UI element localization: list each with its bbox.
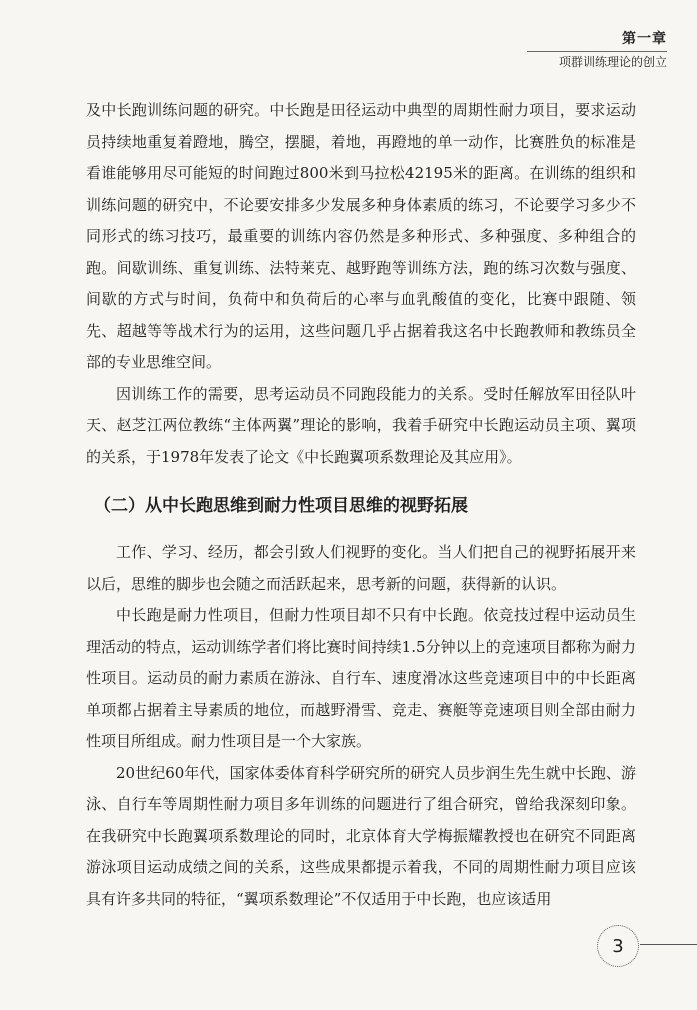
chapter-title: 项群训练理论的创立 bbox=[558, 55, 667, 69]
body-paragraph: 工作、学习、经历，都会引致人们视野的变化。当人们把自己的视野拓展开来以后，思维的脚步也会随之而活跃起来，思考新的问题，获得新的认识。 bbox=[86, 543, 636, 593]
body-paragraph: 20世纪60年代，国家体委体育科学研究所的研究人员步润生先生就中长跑、游泳、自行车等周期性耐力项目多年训练的问题进行了组合研究，曾给我深刻印象。在我研究中长跑翼项系数理论的同时，北京体育大学梅振耀教授也在研究不同距离游泳项目运动成绩之间的关系，这些成果都提示着我，不同的周期性耐力项目应该具有许多共同的特征，“翼项系数理论”不仅适用于中长跑，也应该适用 bbox=[86, 763, 636, 908]
section-heading: （二）从中长跑思维到耐力性项目思维的视野拓展 bbox=[94, 496, 468, 516]
page-body bbox=[86, 95, 636, 915]
chapter-label: 第一章 bbox=[622, 31, 667, 47]
body-paragraph: 及中长跑训练问题的研究。中长跑是田径运动中典型的周期性耐力项目，要求运动员持续地重复着蹬地，腾空，摆腿，着地，再蹬地的单一动作，比赛胜负的标准是看谁能够用尽可能短的时间跑过800米到马拉松42195米的距离。在训练的组织和训练问题的研究中，不论要安排多少发展多种身体素质的练习，不论要学习多少不同形式的练习技巧，最重要的训练内容仍然是多种形式、多种强度、多种组合的跑。间歇训练、重复训练、法特莱克、越野跑等训练方法，跑的练习次数与强度、间歇的方式与时间，负荷中和负荷后的心率与血乳酸值的变化，比赛中跟随、领先、超越等等战术行为的运用，这些问题几乎占据着我这名中长跑教师和教练员全部的专业思维空间。 bbox=[86, 101, 636, 371]
body-paragraph: 中长跑是耐力性项目，但耐力性项目却不只有中长跑。依竞技过程中运动员生理活动的特点，运动训练学者们将比赛时间持续1.5分钟以上的竞速项目都称为耐力性项目。运动员的耐力素质在游泳、自行车、速度滑冰这些竞速项目中的中长距离单项都占据着主导素质的地位，而越野滑雪、竞走、赛艇等竞速项目则全部由耐力性项目所组成。耐力性项目是一个大家族。 bbox=[86, 606, 636, 750]
footer-divider bbox=[640, 944, 697, 945]
running-header bbox=[527, 30, 667, 70]
body-paragraph: 因训练工作的需要，思考运动员不同跑段能力的关系。受时任解放军田径队叶天、赵芝江两位教练“主体两翼”理论的影响，我着手研究中长跑运动员主项、翼项的关系，于1978年发表了论文《中长跑翼项系数理论及其应用》。 bbox=[86, 384, 636, 466]
header-divider bbox=[527, 51, 667, 52]
page-number: 3 bbox=[597, 925, 639, 967]
